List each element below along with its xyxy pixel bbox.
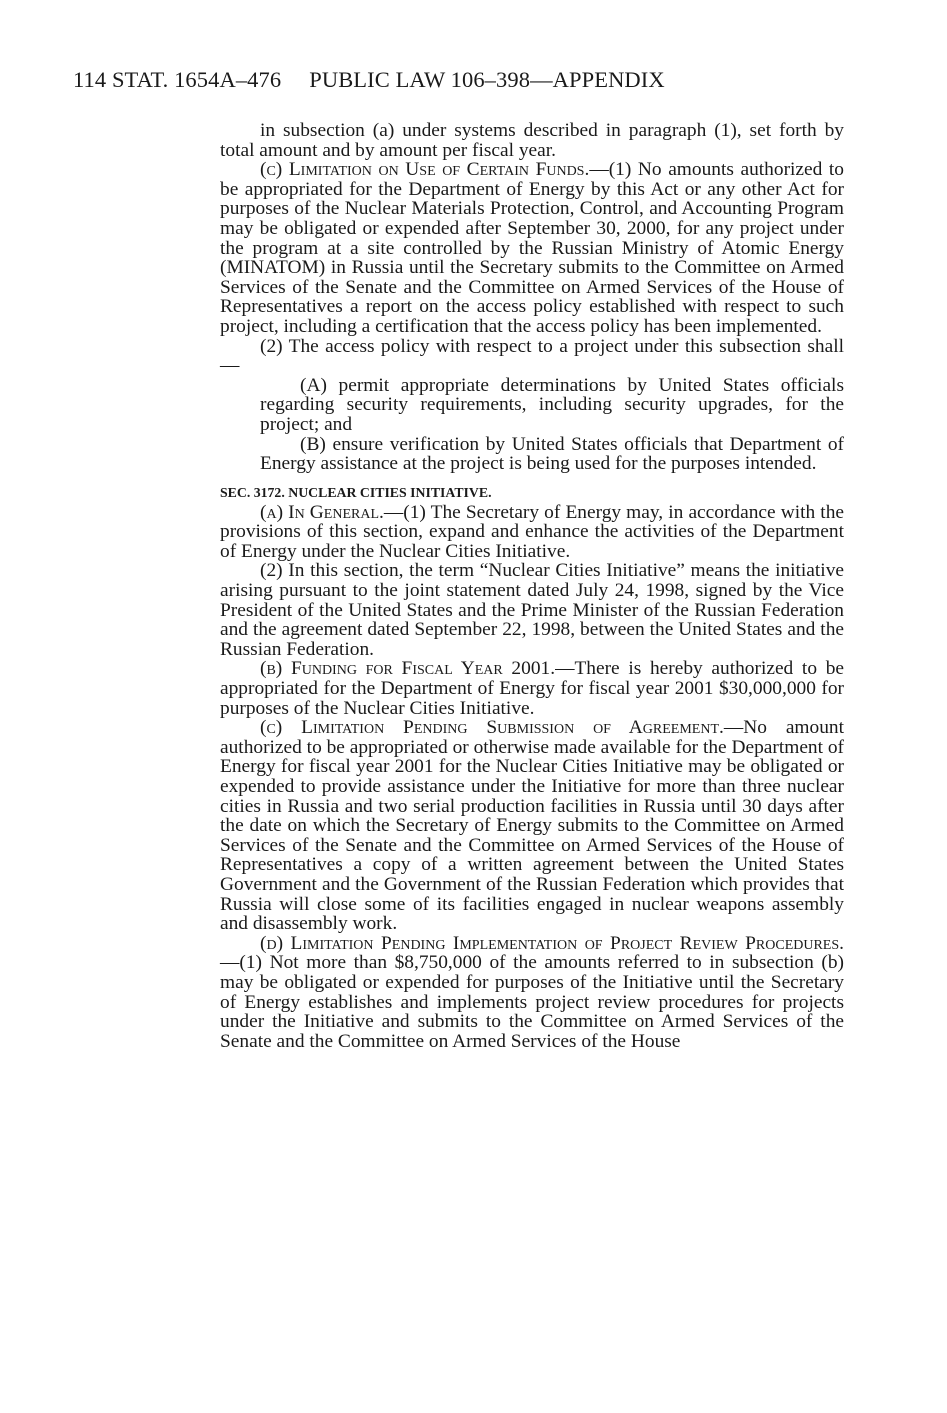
subsection-heading: (a) In General. bbox=[260, 501, 384, 523]
document-body bbox=[220, 121, 844, 1051]
subsection-c-limitation-certain-funds bbox=[220, 160, 844, 336]
subparagraph-B: (B) ensure verification by United States officials that Department of Energy assistance at the project is being used for the purposes intended. bbox=[260, 433, 844, 475]
subsection-heading: (d) Limitation Pending Implementation of Project Review Procedures. bbox=[260, 932, 844, 954]
subsection-text: —(1) The Secretary of Energy may, in accordance with the provisions of this section, expand and enhance the activities of the Department of Energy under the Nuclear Cities Initiative. bbox=[220, 501, 844, 562]
subsection-text: —There is hereby authorized to be appropriated for the Department of Energy for fiscal year 2001 $30,000,000 for purposes of the Nuclear Cities Initiative. bbox=[220, 658, 844, 719]
paragraph-a-2: (2) In this section, the term “Nuclear Cities Initiative” means the initiative arising pursuant to the joint statement dated July 24, 1998, signed by the Vice President of the United States and the Prime Minister of the Russian Federation and the agreement dated September 22, 1998, between the United States and the Russian Federation. bbox=[220, 560, 844, 660]
public-law-title: PUBLIC LAW 106–398—APPENDIX bbox=[309, 67, 665, 92]
continuation-paragraph: in subsection (a) under systems described in paragraph (1), set forth by total amount and by amount per fiscal year. bbox=[220, 120, 844, 161]
subsection-text: —(1) No amounts authorized to be appropriated for the Department of Energy by this Act or any other Act for purposes of the Nuclear Materials Protection, Control, and Accounting Program may be obligated or expended after September 30, 2000, for any project under the program at a site controlled by the Russian Ministry of Atomic Energy (MINATOM) in Russia until the Secretary submits to the Committee on Armed Services of the Senate and the Committee on Armed Services of the House of Representatives a report on the access policy established with respect to such project, including a certification that the access policy has been implemented. bbox=[220, 159, 844, 337]
paragraph-c-2: (2) The access policy with respect to a project under this subsection shall— bbox=[220, 335, 844, 377]
running-head bbox=[73, 66, 665, 94]
subsection-heading: (c) Limitation Pending Submission of Agreement. bbox=[260, 717, 724, 739]
subparagraph-A: (A) permit appropriate determinations by United States officials regarding security requirements, including security upgrades, for the project; and bbox=[260, 374, 844, 435]
subsection-text: —(1) Not more than $8,750,000 of the amounts referred to in subsection (b) may be obligated or expended for purposes of the Initiative until the Secretary of Energy establishes and implements project review procedures for projects under the Initiative and submits to the Committee on Armed Services of the Senate and the Committee on Armed Services of the House bbox=[220, 952, 844, 1052]
statute-citation: 114 STAT. 1654A–476 bbox=[73, 67, 282, 92]
section-heading: SEC. 3172. NUCLEAR CITIES INITIATIVE. bbox=[220, 484, 492, 500]
subsection-c-limitation-agreement bbox=[220, 718, 844, 934]
subsection-d-project-review bbox=[220, 934, 844, 1052]
subsection-a-in-general bbox=[220, 503, 844, 562]
subsection-heading: (c) Limitation on Use of Certain Funds. bbox=[260, 159, 590, 181]
subsection-text: —No amount authorized to be appropriated or otherwise made available for the Department of Energy for fiscal year 2001 for the Nuclear Cities Initiative may be obligated or expended to provide assistance under the Initiative for more than three nuclear cities in Russia and two serial production facilities in Russia until 30 days after the date on which the Secretary of Energy submits to the Committee on Armed Services of the Senate and the Committee on Armed Services of the House of Representatives a copy of a written agreement between the United States Government and the Government of the Russian Federation which provides that Russia will close some of its facilities engaged in nuclear weapons assembly and disassembly work. bbox=[220, 717, 845, 935]
subsection-b-funding bbox=[220, 659, 844, 718]
subsection-heading: (b) Funding for Fiscal Year 2001. bbox=[260, 658, 556, 680]
